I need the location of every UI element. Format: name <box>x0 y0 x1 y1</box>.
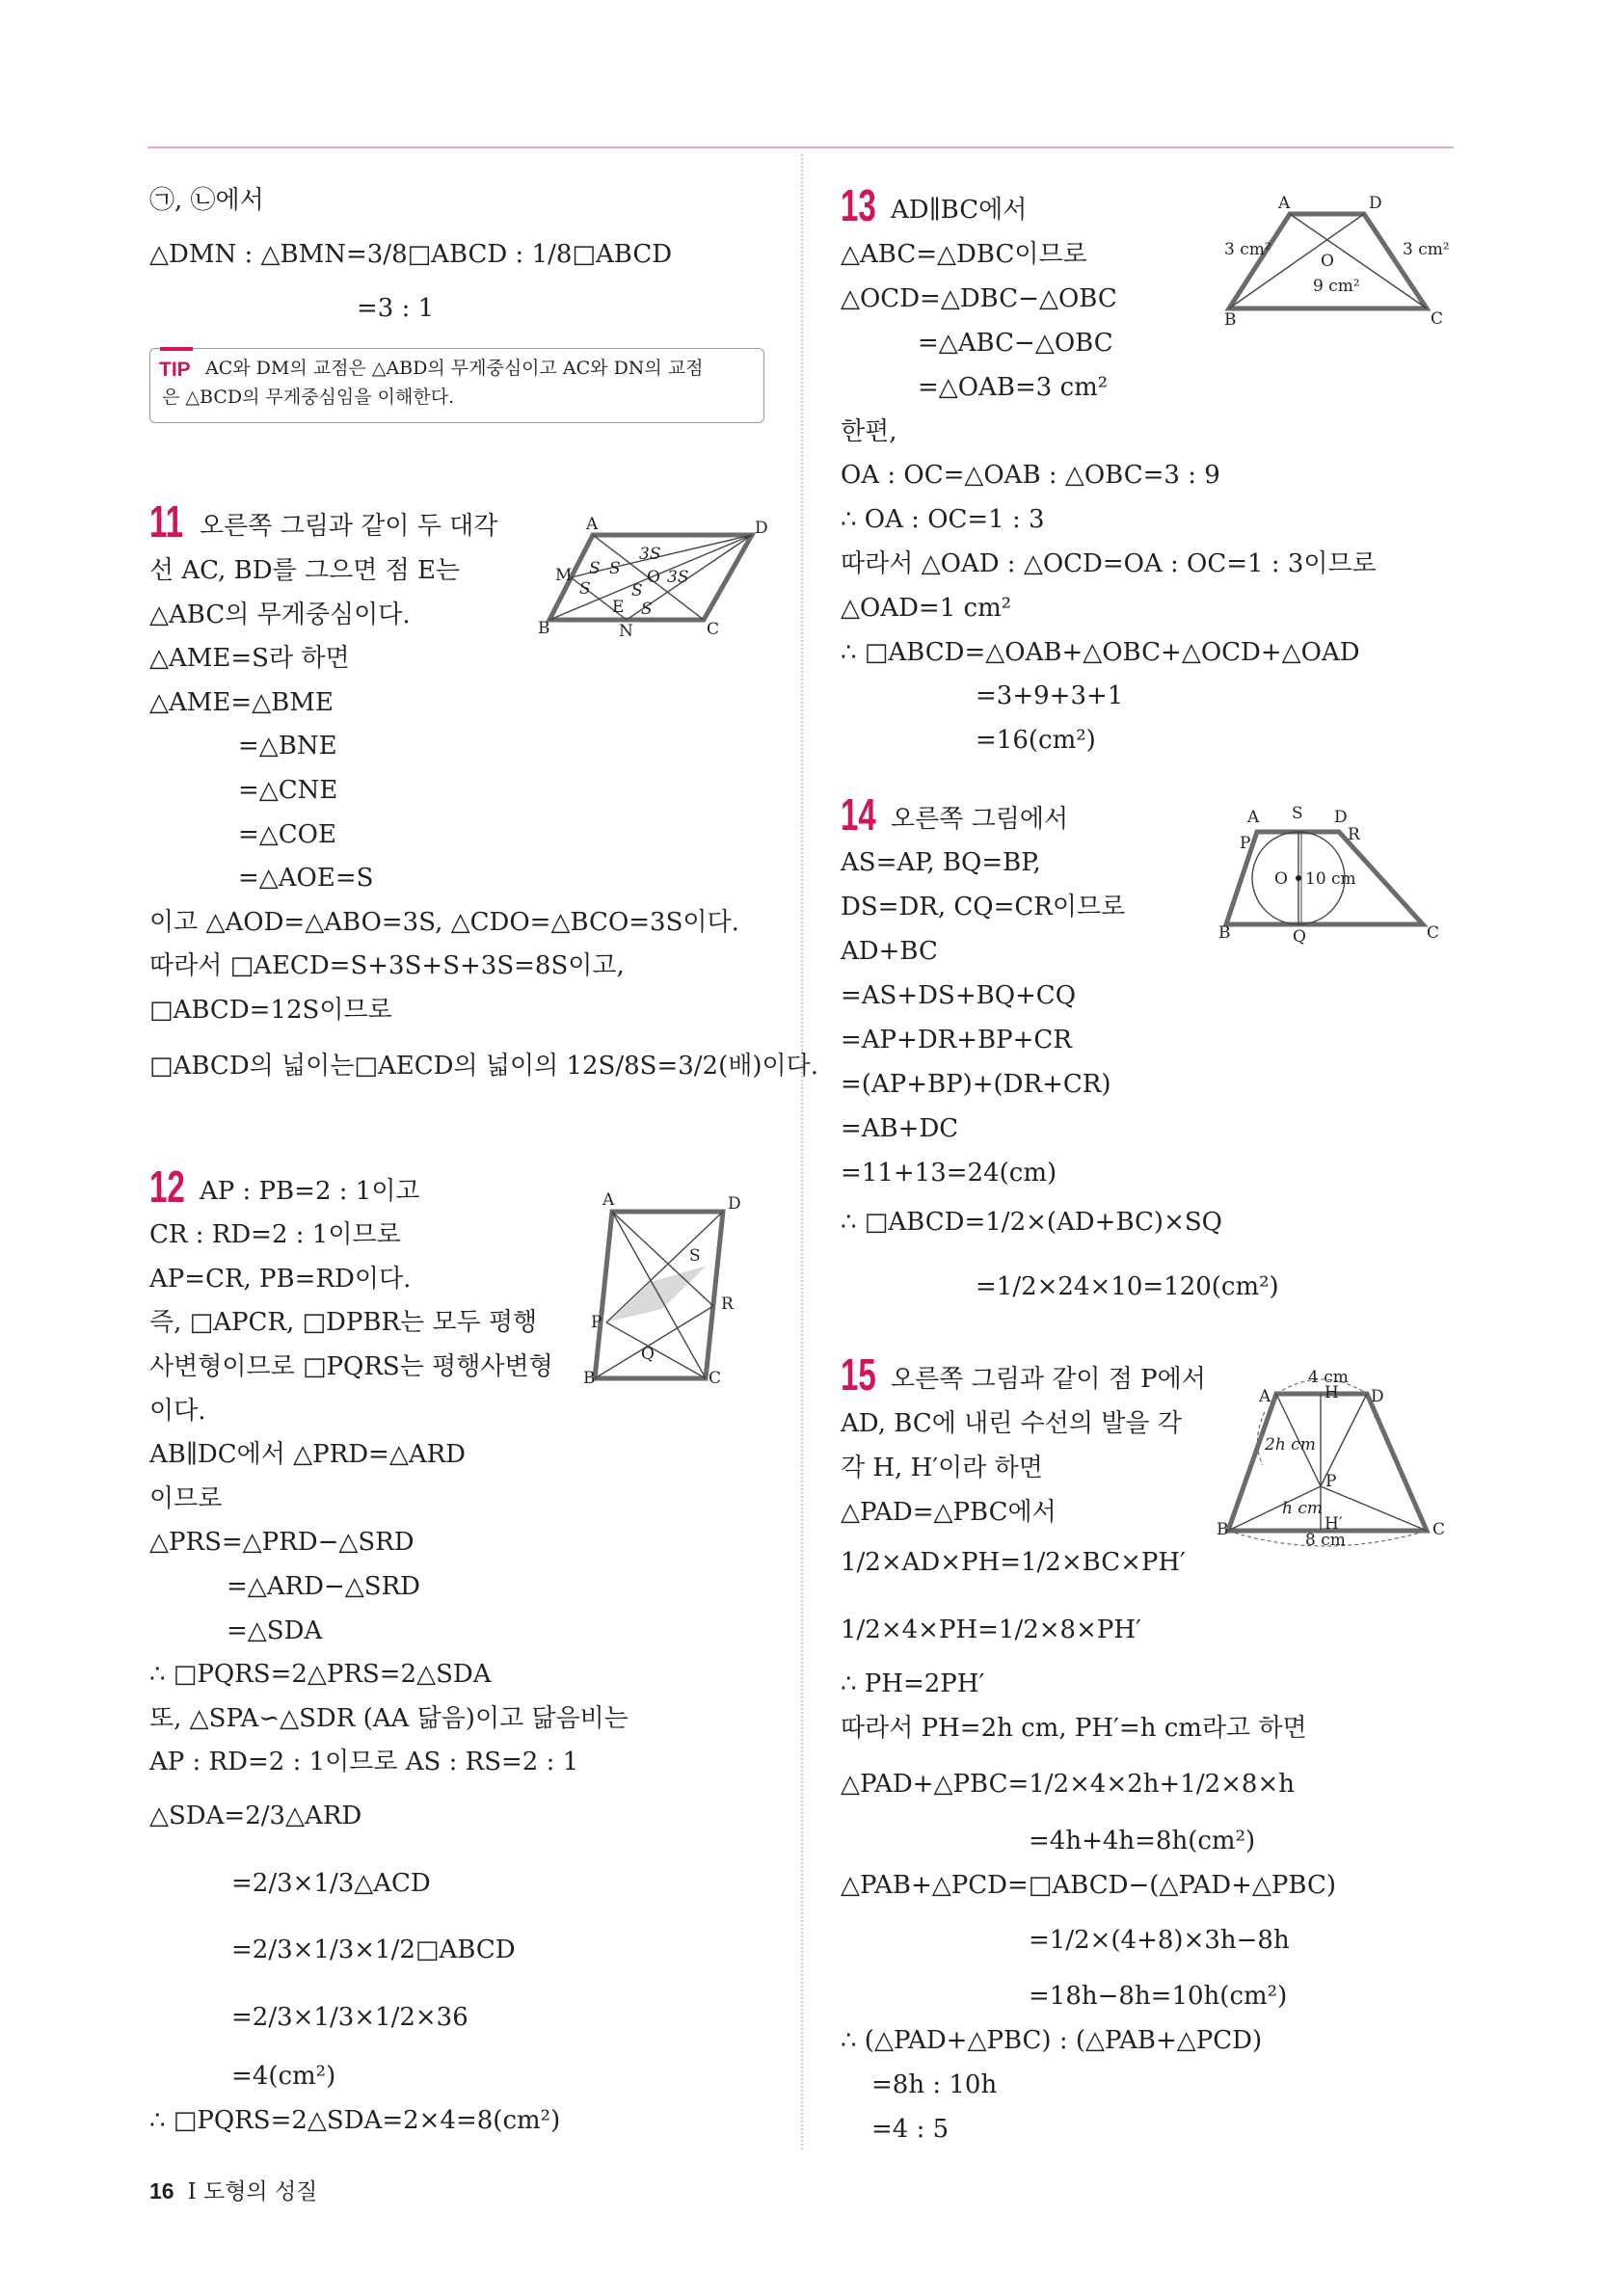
text-line: 즉, □APCR, □DPBR는 모두 평행 <box>149 1308 538 1337</box>
text-line: ∴ OA : OC=1 : 3 <box>841 505 1045 534</box>
label-10cm: 10 cm <box>1305 869 1356 889</box>
tip-text: 은 △BCD의 무게중심임을 이해한다. <box>162 387 455 408</box>
text-line: 오른쪽 그림과 같이 두 대각 <box>200 512 498 541</box>
label-q: Q <box>1293 927 1306 947</box>
text-line: AD+BC <box>841 937 938 966</box>
problem-number-13: 13 <box>841 180 876 230</box>
text-line: ∴ □ABCD=△OAB+△OBC+△OCD+△OAD <box>841 638 1360 667</box>
label-d: D <box>1371 1387 1384 1406</box>
page-footer <box>149 2174 317 2205</box>
label-b: B <box>538 619 550 638</box>
label-h: H <box>1324 1383 1339 1402</box>
text-line: 이고 △AOD=△ABO=3S, △CDO=△BCO=3S이다. <box>149 908 739 937</box>
label-b: B <box>583 1369 596 1388</box>
label-a: A <box>586 515 599 534</box>
label-d: D <box>755 519 768 538</box>
text-line: △PAD=△PBC에서 <box>841 1498 1057 1527</box>
label-hcm: h cm <box>1282 1499 1323 1518</box>
label-s: S <box>689 1246 701 1266</box>
label-h-prime: H′ <box>1324 1514 1343 1534</box>
tip-flag <box>160 347 193 351</box>
center-o <box>1296 875 1301 881</box>
label-a: A <box>1259 1387 1271 1406</box>
text-line: =AP+DR+BP+CR <box>841 1026 1072 1055</box>
label-o: O <box>647 568 660 587</box>
text-line: 각 H, H′이라 하면 <box>841 1454 1043 1482</box>
label-p: P <box>591 1313 602 1332</box>
segment-pc <box>606 1322 706 1378</box>
tip-text: AC와 DM의 교점은 △ABD의 무게중심이고 AC와 DN의 교점 <box>205 358 704 379</box>
column-divider <box>801 154 803 2149</box>
text-line: △PAD+△PBC=1/2×4×2h+1/2×8×h <box>841 1770 1295 1799</box>
text-line: =2/3×1/3×1/2×36 <box>231 2003 468 2032</box>
text-line: CR : RD=2 : 1이므로 <box>149 1220 401 1249</box>
text-line: △SDA=2/3△ARD <box>149 1802 362 1830</box>
text-line: △ABC=△DBC이므로 <box>841 240 1087 269</box>
text-line: 1/2×4×PH=1/2×8×PH′ <box>841 1615 1141 1644</box>
text-line: =1/2×(4+8)×3h−8h <box>1029 1926 1290 1955</box>
label-e: E <box>612 598 625 617</box>
text-line: =△SDA <box>227 1616 323 1645</box>
label-n: N <box>619 622 633 641</box>
figure-12-parallelogram <box>583 1181 747 1388</box>
text-line: 한편, <box>841 417 897 446</box>
text-line: =16(cm²) <box>976 726 1096 755</box>
text-line: △DMN : △BMN=3/8□ABCD : 1/8□ABCD <box>149 240 673 269</box>
tip-label: TIP <box>159 359 191 381</box>
text-line: AD, BC에 내린 수선의 발을 각 <box>841 1409 1182 1438</box>
text-line: =3 : 1 <box>357 294 435 323</box>
problem-number-12: 12 <box>149 1161 185 1212</box>
label-s: S <box>609 559 621 578</box>
label-b: B <box>1218 923 1231 943</box>
text-line: =AS+DS+BQ+CQ <box>841 981 1077 1010</box>
label-b: B <box>1224 310 1237 330</box>
text-line: ∴ (△PAD+△PBC) : (△PAB+△PCD) <box>841 2026 1263 2055</box>
label-s: S <box>589 559 601 578</box>
label-r: R <box>1348 825 1360 844</box>
problem-number-11: 11 <box>149 496 184 547</box>
text-line: □ABCD의 넓이는□AECD의 넓이의 12S/8S=3/2(배)이다. <box>149 1052 818 1081</box>
text-line: △AME=S라 하면 <box>149 644 350 673</box>
text-line: =△COE <box>238 820 336 849</box>
text-line: △AME=△BME <box>149 688 334 717</box>
figure-11-parallelogram <box>535 511 766 646</box>
header-rule <box>147 147 1454 148</box>
text-line: AP : PB=2 : 1이고 <box>200 1177 420 1206</box>
page-number: 16 <box>149 2178 174 2203</box>
text-line: DS=DR, CQ=CR이므로 <box>841 893 1126 921</box>
label-s: S <box>579 579 591 599</box>
text-line: =△ABC−△OBC <box>918 329 1113 358</box>
label-c: C <box>1427 923 1440 943</box>
text-line: =11+13=24(cm) <box>841 1159 1057 1188</box>
label-3s-top: 3S <box>639 545 661 564</box>
text-line: △OAD=1 cm² <box>841 594 1012 623</box>
text-line: =△BNE <box>238 732 337 761</box>
figure-14-trapezoid-incircle <box>1218 805 1459 949</box>
label-a: A <box>602 1190 615 1210</box>
label-c: C <box>709 1369 722 1388</box>
label-q: Q <box>641 1345 655 1364</box>
problem-number-14: 14 <box>841 789 876 840</box>
label-2hcm: 2h cm <box>1265 1435 1316 1455</box>
label-p: P <box>1325 1472 1337 1491</box>
text-line: 또, △SPA∽△SDR (AA 닮음)이고 닮음비는 <box>149 1704 629 1733</box>
label-d: D <box>728 1194 741 1214</box>
problem-number-15: 15 <box>841 1349 876 1400</box>
text-line: ∴ □PQRS=2△PRS=2△SDA <box>149 1660 492 1689</box>
label-s: S <box>631 581 643 601</box>
text-line: =4 : 5 <box>871 2115 950 2144</box>
label-s: S <box>1292 804 1303 823</box>
text-line: 오른쪽 그림에서 <box>891 805 1069 834</box>
text-line: =3+9+3+1 <box>976 681 1124 710</box>
label-9cm2: 9 cm² <box>1313 277 1360 296</box>
chapter-title: Ⅰ 도형의 성질 <box>187 2179 318 2204</box>
label-p: P <box>1240 834 1251 853</box>
figure-15-trapezoid <box>1217 1368 1459 1550</box>
text-line: ∴ □PQRS=2△SDA=2×4=8(cm²) <box>149 2106 561 2135</box>
text-line: △OCD=△DBC−△OBC <box>841 284 1117 313</box>
text-line: AB∥DC에서 △PRD=△ARD <box>149 1440 467 1469</box>
text-line: =AB+DC <box>841 1114 959 1143</box>
text-line: △PAB+△PCD=□ABCD−(△PAD+△PBC) <box>841 1871 1337 1900</box>
label-d: D <box>1334 808 1348 827</box>
label-a: A <box>1278 194 1291 213</box>
text-line: OA : OC=△OAB : △OBC=3 : 9 <box>841 461 1220 490</box>
figure-13-trapezoid <box>1224 194 1456 330</box>
text-line: 따라서 △OAD : △OCD=OA : OC=1 : 3이므로 <box>841 549 1377 578</box>
text-line: =△OAB=3 cm² <box>918 373 1109 402</box>
label-3cm2-right: 3 cm² <box>1403 240 1450 259</box>
trapezoid-abcd <box>1228 1394 1427 1531</box>
text-line: 선 AC, BD를 그으면 점 E는 <box>149 556 461 585</box>
tip-box <box>149 348 764 423</box>
label-a: A <box>1247 808 1260 827</box>
text-line: =△CNE <box>238 776 338 805</box>
text-line: AD∥BC에서 <box>891 196 1028 225</box>
text-line: =(AP+BP)+(DR+CR) <box>841 1070 1111 1099</box>
text-line: =4h+4h=8h(cm²) <box>1029 1827 1256 1855</box>
label-m: M <box>555 566 573 585</box>
text-line: =△AOE=S <box>238 864 374 893</box>
label-3cm2-left: 3 cm² <box>1224 240 1271 259</box>
label-c: C <box>1432 1520 1446 1539</box>
text-line: 따라서 □AECD=S+3S+S+3S=8S이고, <box>149 951 625 980</box>
text-line: ∴ PH=2PH′ <box>841 1669 985 1698</box>
text-line: 오른쪽 그림과 같이 점 P에서 <box>891 1365 1206 1394</box>
text-line: 따라서 PH=2h cm, PH′=h cm라고 하면 <box>841 1714 1307 1743</box>
text-line: 이므로 <box>149 1484 223 1513</box>
text-line: =2/3×1/3△ACD <box>231 1869 431 1898</box>
label-b: B <box>1217 1520 1229 1539</box>
text-line: 사변형이므로 □PQRS는 평행사변형 <box>149 1352 553 1381</box>
text-line: =4(cm²) <box>231 2062 336 2091</box>
label-c: C <box>1431 309 1444 329</box>
text-line: AP : RD=2 : 1이므로 AS : RS=2 : 1 <box>149 1748 579 1776</box>
text-line: =△ARD−△SRD <box>227 1572 420 1601</box>
label-c: C <box>707 620 720 639</box>
text-line: △ABC의 무게중심이다. <box>149 601 411 629</box>
text-line: =18h−8h=10h(cm²) <box>1029 1982 1288 2011</box>
label-d: D <box>1369 194 1382 213</box>
label-s: S <box>641 600 653 619</box>
text-line: AS=AP, BQ=BP, <box>841 848 1041 877</box>
diagonal-ac <box>612 1212 706 1378</box>
text-line: =1/2×24×10=120(cm²) <box>976 1272 1279 1301</box>
label-r: R <box>721 1295 734 1314</box>
text-line: =2/3×1/3×1/2□ABCD <box>231 1936 516 1964</box>
label-3s-right: 3S <box>667 568 689 587</box>
label-8cm: 8 cm <box>1305 1531 1346 1550</box>
label-o: O <box>1321 252 1334 271</box>
text-line: ∴ □ABCD=1/2×(AD+BC)×SQ <box>841 1208 1222 1237</box>
text-line: AP=CR, PB=RD이다. <box>149 1265 412 1294</box>
text-line: 이다. <box>149 1397 206 1426</box>
label-4cm: 4 cm <box>1308 1368 1349 1387</box>
text-line: △PRS=△PRD−△SRD <box>149 1528 415 1557</box>
text-line: =8h : 10h <box>871 2070 998 2099</box>
text-line: 1/2×AD×PH=1/2×BC×PH′ <box>841 1548 1186 1577</box>
label-o: O <box>1274 869 1288 889</box>
text-line: ㉠, ㉡에서 <box>149 186 264 215</box>
text-line: □ABCD=12S이므로 <box>149 996 392 1025</box>
